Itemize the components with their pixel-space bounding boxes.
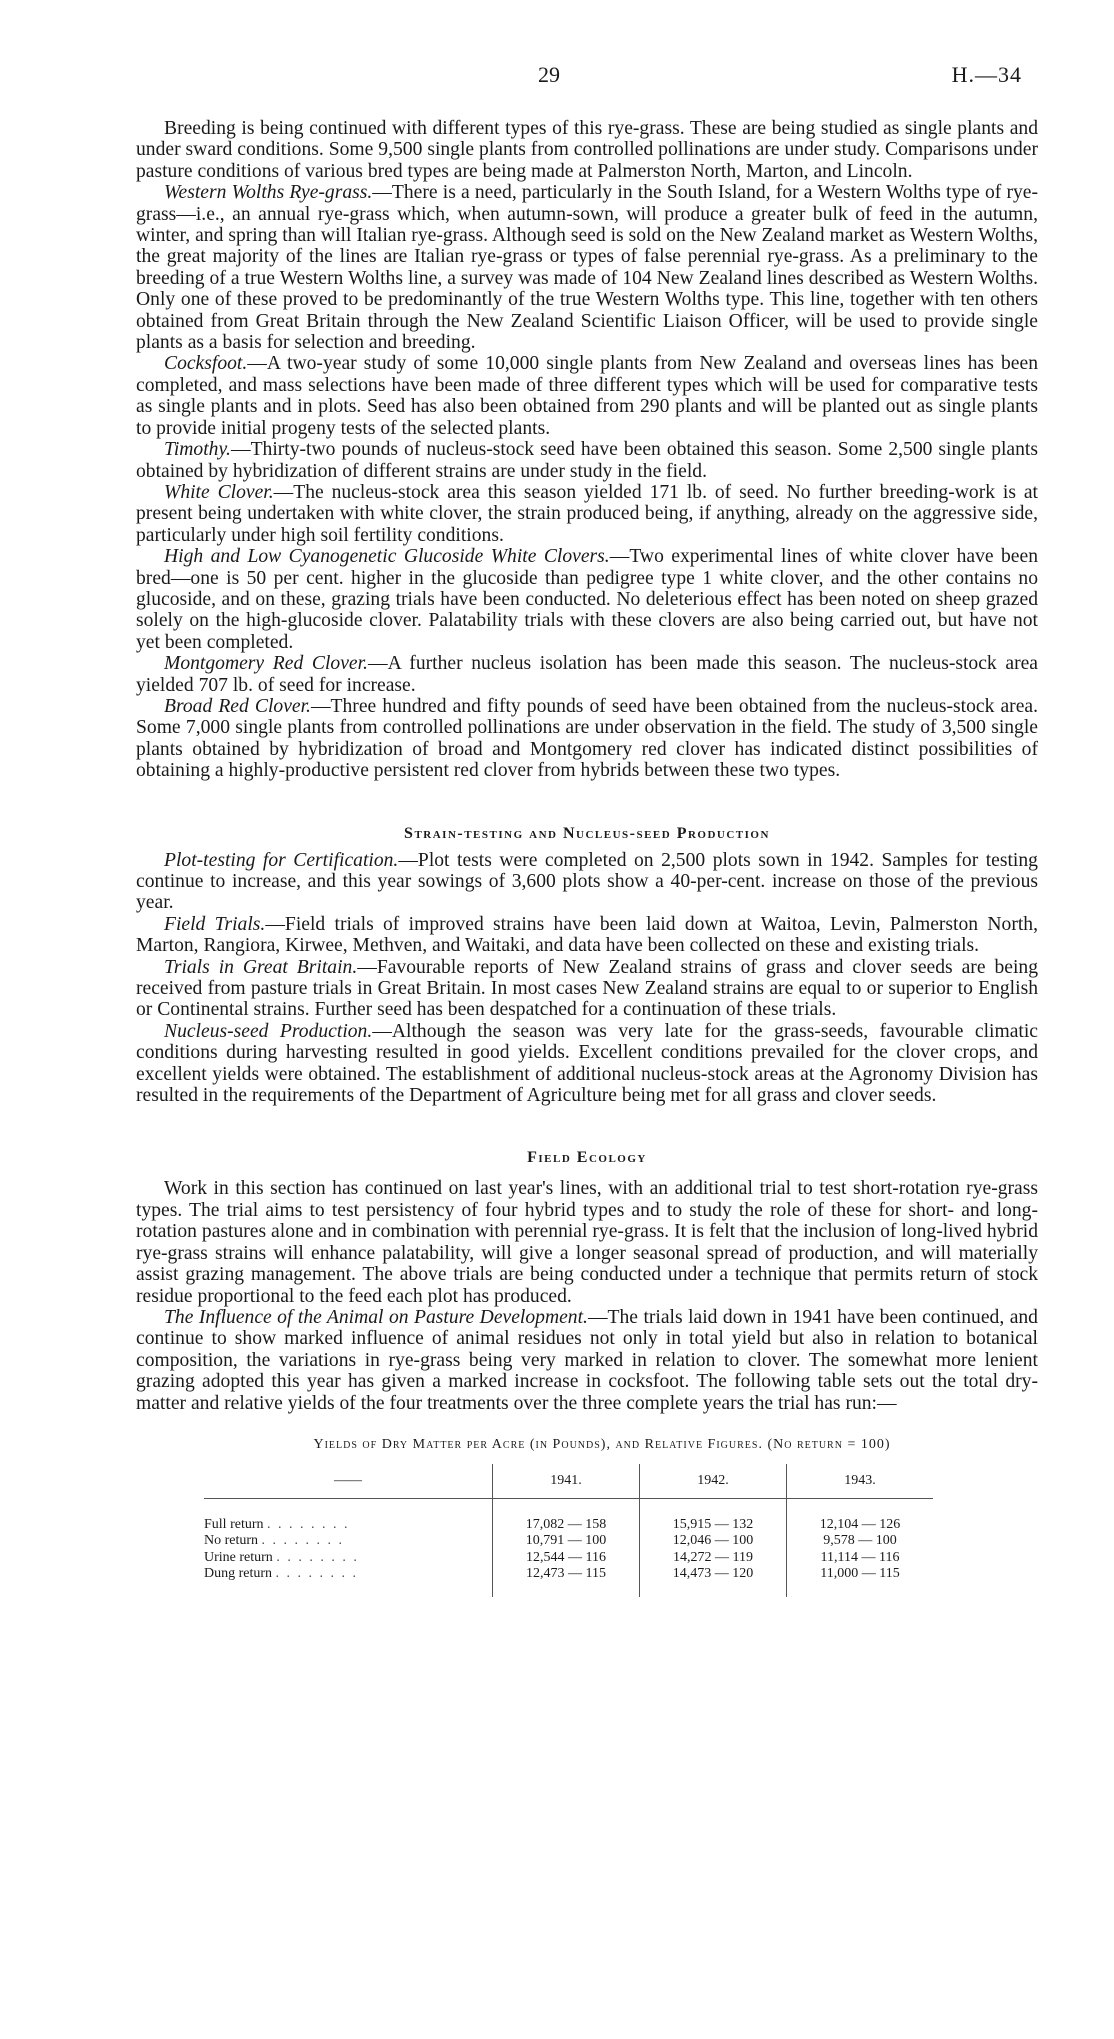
paragraph-field-trials (136, 914, 1038, 957)
paragraph-title: Timothy. (164, 439, 231, 461)
paragraph-title: Field Trials. (164, 913, 266, 935)
paragraph-text: —A further nucleus isolation has been made this season. The nucleus-stock area yielded 707 lb. of seed for increase. (136, 653, 1038, 696)
paragraph-glucoside-clovers (136, 546, 1038, 653)
cell-1941: 12,473 — 115 (493, 1566, 640, 1583)
paragraph-title: The Influence of the Animal on Pasture Development. (164, 1306, 588, 1328)
paragraph-broad-red-clover (136, 696, 1038, 782)
table-header-1941: 1941. (493, 1464, 640, 1499)
row-label: Full return (204, 1516, 264, 1532)
paragraph-title: Western Wolths Rye-grass. (164, 182, 373, 204)
table-row (204, 1533, 933, 1550)
cell-1942: 12,046 — 100 (640, 1533, 787, 1550)
leader-dots: . . . . . . . . (276, 1549, 359, 1565)
paragraph-plot-testing (136, 850, 1038, 914)
paragraph-cocksfoot (136, 353, 1038, 439)
paragraph-title: Plot-testing for Certification. (164, 849, 399, 871)
paragraph-title: Montgomery Red Clover. (164, 653, 368, 675)
paragraph-field-ecology: Work in this section has continued on last year's lines, with an additional trial to test short-rotation rye-grass types. The trial aims to test persistency of four hybrid types and to study the role of these for short- and long-rotation pastures alone and in combination with perennial rye-grass. It is felt that the inclusion of long-lived hybrid rye-grass strains will enhance palatability, will give a longer seasonal spread of production, and will materially assist grazing management. The above trials are being conducted under a technique that permits return of stock residue proportional to the feed each plot has produced. (136, 1178, 1038, 1307)
table-header-1942: 1942. (640, 1464, 787, 1499)
yields-table (204, 1464, 933, 1597)
page-number: 29 (538, 62, 560, 87)
cell-1943: 9,578 — 100 (787, 1533, 934, 1550)
paragraph-text: —Field trials of improved strains have been laid down at Waitoa, Levin, Palmerston North, Marton, Rangiora, Kirwee, Methven, and Waitaki, and data have been collected on these and existing trials. (136, 913, 1038, 957)
paragraph-trials-great-britain (136, 957, 1038, 1021)
table-header-blank: —— (204, 1464, 493, 1499)
table-row (204, 1550, 933, 1567)
paragraph-breeding: Breeding is being continued with different types of this rye-grass. These are being studied as single plants and under sward conditions. Some 9,500 single plants from controlled pollinations are under study. Comparisons under pasture conditions of various bred types are being made at Palmerston North, Marton, and Lincoln. (136, 118, 1038, 182)
paragraph-text: —The nucleus-stock area this season yielded 171 lb. of seed. No further breeding-work is at present being undertaken with white clover, the strain produced being, if anything, already on the aggressive side, particularly under high soil fertility conditions. (136, 481, 1038, 546)
paragraph-title: White Clover. (164, 481, 274, 503)
cell-1943: 12,104 — 126 (787, 1517, 934, 1534)
cell-1943: 11,000 — 115 (787, 1566, 934, 1583)
table-header-1943: 1943. (787, 1464, 934, 1499)
cell-1942: 14,473 — 120 (640, 1566, 787, 1583)
paragraph-text: —Thirty-two pounds of nucleus-stock seed have been obtained this season. Some 2,500 single plants obtained by hybridization of different strains are under study in the field. (136, 439, 1038, 482)
paragraph-title: High and Low Cyanogenetic Glucoside White Clovers. (164, 546, 610, 568)
table-header-row (204, 1464, 933, 1499)
leader-dots: . . . . . . . . (275, 1566, 359, 1582)
paragraph-title: Broad Red Clover. (164, 695, 311, 717)
page-header (0, 62, 1114, 92)
section-heading-strain-testing: Strain-testing and Nucleus-seed Production (404, 824, 770, 842)
paragraph-text: —Three hundred and fifty pounds of seed have been obtained from the nucleus-stock area. Some 7,000 single plants from controlled pollinations are under observation in the field. The study of 3,500 single plants obtained by hybridization of broad and Montgomery red clover has indicated distinct possibilities of obtaining a highly-productive persistent red clover from hybrids between these two types. (136, 695, 1039, 782)
paragraph-montgomery-red-clover (136, 653, 1038, 696)
cell-1941: 12,544 — 116 (493, 1550, 640, 1567)
paragraph-title: Cocksfoot. (164, 353, 248, 375)
paragraph-western-wolths (136, 182, 1038, 353)
paragraph-text: —Although the season was very late for the grass-seeds, favourable climatic conditions during harvesting resulted in good yields. Excellent conditions prevailed for the clover crops, and excellent yields were obtained. The establishment of additional nucleus-stock areas at the Agronomy Division has resulted in the requirements of the Department of Agriculture being met for all grass and clover seeds. (136, 1020, 1038, 1107)
paragraph-text: —There is a need, particularly in the South Island, for a Western Wolths type of rye-grass—i.e., an annual rye-grass which, when autumn-sown, will produce a greater bulk of feed in the autumn, winter, and spring than will Italian rye-grass. Although seed is sold on the New Zealand market as Western Wolths, the great majority of the lines are Italian rye-grass or types of false perennial rye-grass. As a preliminary to the breeding of a true Western Wolths line, a survey was made of 104 New Zealand lines described as Western Wolths. Only one of these proved to be predominantly of the true Western Wolths type. This line, together with ten others obtained from Great Britain through the New Zealand Scientific Liaison Officer, will be used to provide single plants as a basis for selection and breeding. (136, 182, 1039, 354)
paragraph-text: —Two experimental lines of white clover have been bred—one is 50 per cent. higher in the glucoside than pedigree type 1 white clover, and the other contains no glucoside, and on these, grazing trials have been conducted. No deleterious effect has been noted on sheep grazed solely on the high-glucoside clover. Palatability trials with these clovers are also being carried out, but have not yet been completed. (136, 546, 1038, 653)
cell-1941: 17,082 — 158 (493, 1517, 640, 1534)
row-label: Urine return (204, 1549, 273, 1565)
paragraph-timothy (136, 439, 1038, 482)
row-label: Dung return (204, 1566, 273, 1582)
leader-dots: . . . . . . . . (261, 1533, 345, 1549)
paragraph-title: Nucleus-seed Production. (164, 1020, 373, 1042)
paragraph-title: Trials in Great Britain. (164, 956, 358, 978)
table-row (204, 1517, 933, 1534)
section-heading-field-ecology: Field Ecology (527, 1149, 647, 1167)
table-caption: Yields of Dry Matter per Acre (in Pounds), and Relative Figures. (No return = 100) (313, 1436, 891, 1452)
paragraph-animal-influence (136, 1307, 1038, 1414)
cell-1941: 10,791 — 100 (493, 1533, 640, 1550)
document-reference: H.—34 (951, 62, 1022, 87)
cell-1942: 15,915 — 132 (640, 1517, 787, 1534)
paragraph-text: —A two-year study of some 10,000 single plants from New Zealand and overseas lines has been completed, and mass selections have been made of three different types which will be used for comparative tests as single plants and in plots. Seed has also been obtained from 290 plants and will be planted out as single plants to provide initial progeny tests of the selected plants. (136, 353, 1038, 439)
row-label: No return (204, 1533, 259, 1549)
cell-1942: 14,272 — 119 (640, 1550, 787, 1567)
paragraph-text: —The trials laid down in 1941 have been continued, and continue to show marked influence of animal residues not only in total yield but also in relation to botanical composition, the variations in rye-grass being very marked in relation to clover. The somewhat more lenient grazing adopted this year has given a marked increase in cocksfoot. The following table sets out the total dry-matter and relative yields of the four treatments over the three complete years the trial has run:— (136, 1306, 1038, 1414)
paragraph-text: —Plot tests were completed on 2,500 plots sown in 1942. Samples for testing continue to increase, and this year sowings of 3,600 plots show a 40-per-cent. increase on those of the previous year. (136, 849, 1038, 914)
table-row (204, 1566, 933, 1583)
cell-1943: 11,114 — 116 (787, 1550, 934, 1567)
paragraph-text: —Favourable reports of New Zealand strains of grass and clover seeds are being received from pasture trials in Great Britain. In most cases New Zealand strains are equal to or superior to English or Continental strains. Further seed has been despatched for a continuation of these trials. (136, 956, 1038, 1021)
paragraph-white-clover (136, 482, 1038, 546)
page-body (136, 118, 1038, 1597)
leader-dots: . . . . . . . . (267, 1516, 350, 1532)
paragraph-nucleus-seed (136, 1021, 1038, 1107)
